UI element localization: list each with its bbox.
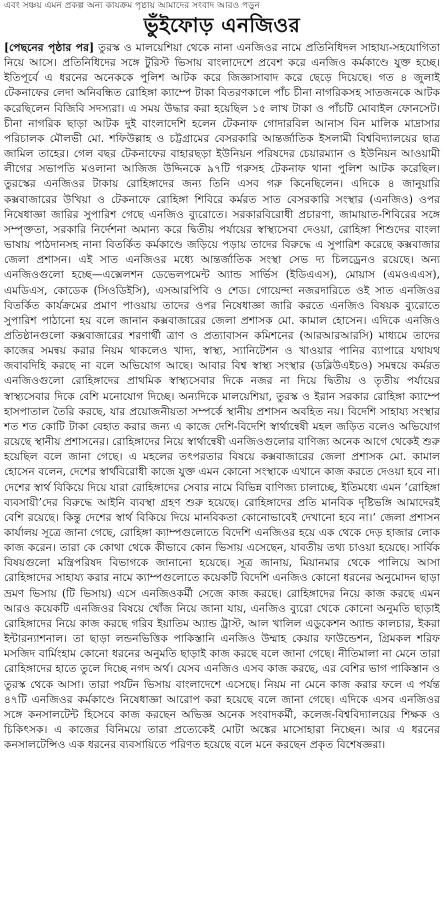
continuation-tag: [পেছনের পৃষ্ঠার পর]	[4, 41, 95, 54]
previous-article-strip: এবং সঞ্চয় এমন প্রকল্প অন্য কার্যক্রম পৃষ্ঠায় আমাদের সংবাদ আরও পড়ুন	[4, 2, 260, 10]
article-body	[4, 40, 440, 752]
article-text: তুরস্ক ও মালয়েশিয়া থেকে নানা এনজিওর নামে প্রতিনিধিদল সাহায্য-সহযোগিতা নিয়ে আসে। প্রতিনিধিদের সঙ্গে টুরিস্ট ভিসায় বাংলাদেশে প্রবেশ করে এনজিও কর্মকাণ্ডে যুক্ত হচ্ছে। ইতিপূর্বে এ ধরনের অনেককে পুলিশ আটক করে জিজ্ঞাসাবাদ করে ছেড়ে দিয়েছে। গত ৪ জুলাই টেকনাফের লেদা অনিবন্ধিত রোহিঙ্গা ক্যাম্পে টাকা বিতরণকালে পাঁচ চীনা নাগরিকসহ সাতজনকে আটক করেছিলেন বিজিবি সদস্যরা। এ সময় উদ্ধার করা হয়েছিল ১৫ লাখ টাকা ও পাঁচটি মোবাইল ফোনসেট। চীনা নাগরিক ছাড়া আটক দুই বাংলাদেশি হলেন টেকনাফ গোদারবিল আনাস বিন মালিক মাদ্রাসার পরিচালক মৌলভী মো. শফিউল্লাহ ও চট্টগ্রামের বেসরকারি আন্তর্জাতিক ইসলামী বিশ্ববিদ্যালয়ের ছাত্র জামিল তাহের। গেল বছর টেকনাফের বাহারছড়া ইউনিয়ন পরিষদের চেয়ারম্যান ও ইউনিয়ন আওয়ামী লীগের সভাপতি মওলানা আজিজ উদ্দিনকে ৯৭টি গরুসহ টেকনাফ থানা পুলিশ আটক করেছিল। তুরস্কের এনজিওর টাকায় রোহিঙ্গাদের জন্য তিনি এসব গরু কিনেছিলেন। এদিকে ৪ জানুয়ারি কক্সবাজারের উখিয়া ও টেকনাফে রোহিঙ্গা শিবিরে কর্মরত সাত বেসরকারি সংস্থার (এনজিও) ওপর নিষেধাজ্ঞা জারির সুপারিশ গেছে এনজিও ব্যুরোতে। সরকারবিরোধী প্রচারণা, জামায়াত-শিবিরের সঙ্গে সম্পৃক্ততা, সরকারি নির্দেশনা অমান্য করে দ্বিতীয় পর্যায়ের স্বাস্থ্যসেবা দেওয়া, রোহিঙ্গা শিশুদের বাংলা ভাষায় পাঠদানসহ নানা বিতর্কিত কর্মকাণ্ডে জড়িয়ে পড়ায় তাদের বিরুদ্ধে এ সুপারিশ করেছে কক্সবাজার জেলা প্রশাসন। এই সাত এনজিওর মধ্যে আন্তর্জাতিক সংস্থা সেভ দ্য চিলড্রেনও রয়েছে। অন্য এনজিওগুলো হচ্ছে—এক্সেলশন ডেভেলপমেন্ট অ্যান্ড সার্ভিস (ইডিএএস), মোয়াস (এমওএএস), এমডিএস, কোডেক (সিওডিইসি), এসআরপিবি ও শেড। গোয়েন্দা নজরদারিতে ওই সাত এনজিওর বিতর্কিত কার্যক্রমের প্রমাণ পাওয়ায় তাদের ওপর নিষেধাজ্ঞা জারি করতে এনজিও বিষয়ক ব্যুরোতে সুপারিশ পাঠানো হয় বলে জানান কক্সবাজারের জেলা প্রশাসক মো. কামাল হোসেন। এদিকে এনজিও প্রতিষ্ঠানগুলো কক্সবাজারের শরণার্থী ত্রাণ ও প্রত্যাবাসন কমিশনের (আরআরআরসি) মাধ্যমে তাদের কাজের সমন্বয় করার নিয়ম থাকলেও খাদ্য, স্বাস্থ্য, স্যানিটেশন ও খাওয়ার পানির ব্যাপারে যথাযথ জবাবদিহি করছে না বলে অভিযোগ আছে। আবার বিশ্ব স্বাস্থ্য সংস্থার (ডব্লিউএইচও) সমন্বয়ে কর্মরত এনজিওগুলো রোহিঙ্গাদের প্রাথমিক স্বাস্থ্যসেবার দিকে নজর না দিয়ে দ্বিতীয় ও তৃতীয় পর্যায়ের স্বাস্থ্যসেবার দিকে বেশি মনোযোগ দিচ্ছে। অন্যদিকে মালয়েশিয়া, তুরস্ক ও ইরান সরকার রোহিঙ্গা ক্যাম্পে হাসপাতাল তৈরি করছে, যার প্রয়োজনীয়তা সম্পর্কে স্থানীয় প্রশাসন অবহিত নয়। বিদেশি সাহায্য সংস্থার শত শত কোটি টাকা বেহাত করার জন্য এ কাজে দেশি-বিদেশি স্বার্থান্বেষী মহল জড়িত বলেও অভিযোগ রয়েছে স্থানীয় প্রশাসনের। রোহিঙ্গাদের নিয়ে স্বার্থান্বেষী এনজিওগুলোর বাণিজ্য অনেক আগে থেকেই শুরু হয়েছিল বলে জানা গেছে। এ মহলের তৎপরতার বিষয়ে কক্সবাজারের জেলা প্রশাসক মো. কামাল হোসেন বলেন, দেশের স্বার্থবিরোধী কাজে যুক্ত এমন কোনো সংস্থাকে এখানে কাজ করতে দেওয়া হবে না। দেশের স্বার্থ বিকিয়ে দিয়ে যারা রোহিঙ্গাদের সেবার নামে বিভিন্ন বাণিজ্য চালাচ্ছে, ইতিমধ্যে এমন ‘রোহিঙ্গা ব্যবসায়ী’দের বিরুদ্ধে আইনি ব্যবস্থা গ্রহণ শুরু হয়েছে। রোহিঙ্গাদের প্রতি মানবিক দৃষ্টিভঙ্গি আমাদেরই বেশি রয়েছে। কিন্তু দেশের স্বার্থ বিকিয়ে দিয়ে মানবিকতা কোনোভাবেই দেখানো হবে না।’ জেলা প্রশাসন কার্যালয় সূত্রে জানা গেছে, রোহিঙ্গা ক্যাম্পগুলোতে বিদেশি এনজিওর হয়ে এক থেকে দেড় হাজার লোক কাজ করেন। তারা কে কোথা থেকে কীভাবে কোন ভিসায় এসেছেন, যাবতীয় তথ্য চাওয়া হয়েছে। সার্বিক বিষয়গুলো মন্ত্রিপরিষদ বিভাগকে জানানো হয়েছে। সূত্র জানায়, মিয়ানমার থেকে পালিয়ে আসা রোহিঙ্গাদের সাহায্য করার নামে ক্যাম্পগুলোতে কয়েকটি বিদেশি এনজিও কোনো ধরনের অনুমোদন ছাড়া ভ্রমণ ভিসায় (টি ভিসায়) এসে এনজিওকর্মী সেজে কাজ করছে। রোহিঙ্গাদের নিয়ে কাজ করছে এমন আরও কয়েকটি এনজিওর বিষয়ে খোঁজ নিয়ে জানা যায়, এনজিও ব্যুরো থেকে কোনো অনুমতি ছাড়াই রোহিঙ্গাদের নিয়ে কাজ করছে গরিব ইয়াতিম অ্যান্ড ট্রাস্ট, আল খালিল এডুকেশন অ্যান্ড কালচার, ইকরা ইন্টারন্যাশনাল। তা ছাড়া লন্ডনভিত্তিক পাকিস্তানি এনজিও উম্মাহ কেয়ার ফাউন্ডেশন, গ্রিমকল শরিফ মসজিদ বার্মিংহাম কোনো ধরনের অনুমতি ছাড়াই কাজ করছে বলে জানা গেছে। নীতিমালা না মেনে তারা রোহিঙ্গাদের হাতে তুলে দিচ্ছে নগদ অর্থ। যেসব এনজিও এসব কাজ করছে, এর বেশির ভাগ পাকিস্তান ও তুরস্ক থেকে আসা। তারা পর্যটন ভিসায় বাংলাদেশে এসেছে। নিয়ম না মেনে কাজ করার ফলে এ পর্যন্ত ৪৭টি এনজিওর কর্মকাণ্ডে নিষেধাজ্ঞা আরোপ করা হয়েছে বলে জানা গেছে। এদিকে এসব এনজিওর সঙ্গে কনসালটেন্ট হিসেবে কাজ করছেন অভিজ্ঞ অনেক সংবাদকর্মী, কলেজ-বিশ্ববিদ্যালয়ের শিক্ষক ও চিকিৎসক। এ কাজের বিনিময়ে তারা প্রত্যেকেই মোটা অঙ্কের মাসোহারা নিচ্ছেন। আর এ ধরনের কনসালটেন্সিও এক ধরনের ব্যবসায়িতে পরিণত হয়েছে বলে মনে করছেন প্রকৃত বিশেষজ্ঞরা।	[4, 41, 440, 752]
headline: ভুঁইফোড় এনজিওর	[143, 13, 301, 37]
